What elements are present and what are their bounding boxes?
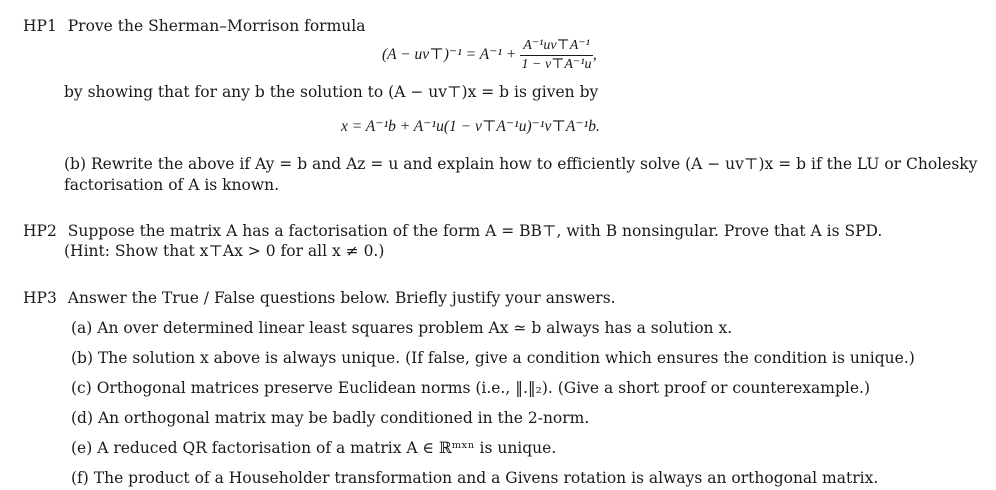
sherman-morrison-formula	[382, 36, 597, 74]
hp1-part-b-line1: (b) Rewrite the above if Ay = b and Az = u and explain how to efficiently solve (A − uv⊤)x = b if the LU or Cholesky	[64, 155, 978, 173]
hp3-label: HP3	[23, 289, 57, 307]
hp1-show-text: by showing that for any b the solution to (A − uv⊤)x = b is given by	[64, 83, 599, 101]
hp3-intro: Answer the True / False questions below. Briefly justify your answers.	[67, 289, 616, 307]
hp3-heading	[23, 288, 616, 308]
hp3-item-a: (a) An over determined linear least squares problem Ax ≃ b always has a solution x.	[71, 319, 733, 337]
hp2-label: HP2	[23, 222, 57, 240]
hp2-hint: (Hint: Show that x⊤Ax > 0 for all x ≠ 0.)	[64, 242, 385, 260]
hp3-item-f: (f) The product of a Householder transformation and a Givens rotation is always an orthogonal matrix.	[71, 469, 879, 487]
formula-tail: ,	[592, 46, 597, 63]
formula-denominator: 1 − v⊤A⁻¹u	[521, 56, 592, 72]
clipped-heading	[0, 0, 996, 4]
hp3-item-d: (d) An orthogonal matrix may be badly conditioned in the 2-norm.	[71, 409, 590, 427]
hp1-label: HP1	[23, 17, 57, 35]
hp1-part-b-line2: factorisation of A is known.	[64, 176, 280, 194]
hp1-intro: Prove the Sherman–Morrison formula	[67, 17, 366, 35]
formula-fraction	[520, 37, 593, 74]
hp3-item-b: (b) The solution x above is always unique. (If false, give a condition which ensures the condition is unique.)	[71, 349, 915, 367]
hp3-item-c: (c) Orthogonal matrices preserve Euclidean norms (i.e., ‖.‖₂). (Give a short proof or counterexample.)	[71, 379, 870, 397]
hp2-heading	[23, 221, 882, 241]
hp3-item-e: (e) A reduced QR factorisation of a matrix A ∈ ℝᵐˣⁿ is unique.	[71, 439, 557, 457]
hp2-line1: Suppose the matrix A has a factorisation of the form A = BB⊤, with B nonsingular. Prove that A is SPD.	[67, 222, 883, 240]
formula-numerator: A⁻¹uv⊤A⁻¹	[520, 37, 593, 56]
formula-lhs: (A − uv⊤)⁻¹ = A⁻¹ +	[382, 46, 517, 63]
hp1-solution-formula: x = A⁻¹b + A⁻¹u(1 − v⊤A⁻¹u)⁻¹v⊤A⁻¹b.	[341, 118, 600, 135]
hp1-heading	[23, 16, 365, 36]
